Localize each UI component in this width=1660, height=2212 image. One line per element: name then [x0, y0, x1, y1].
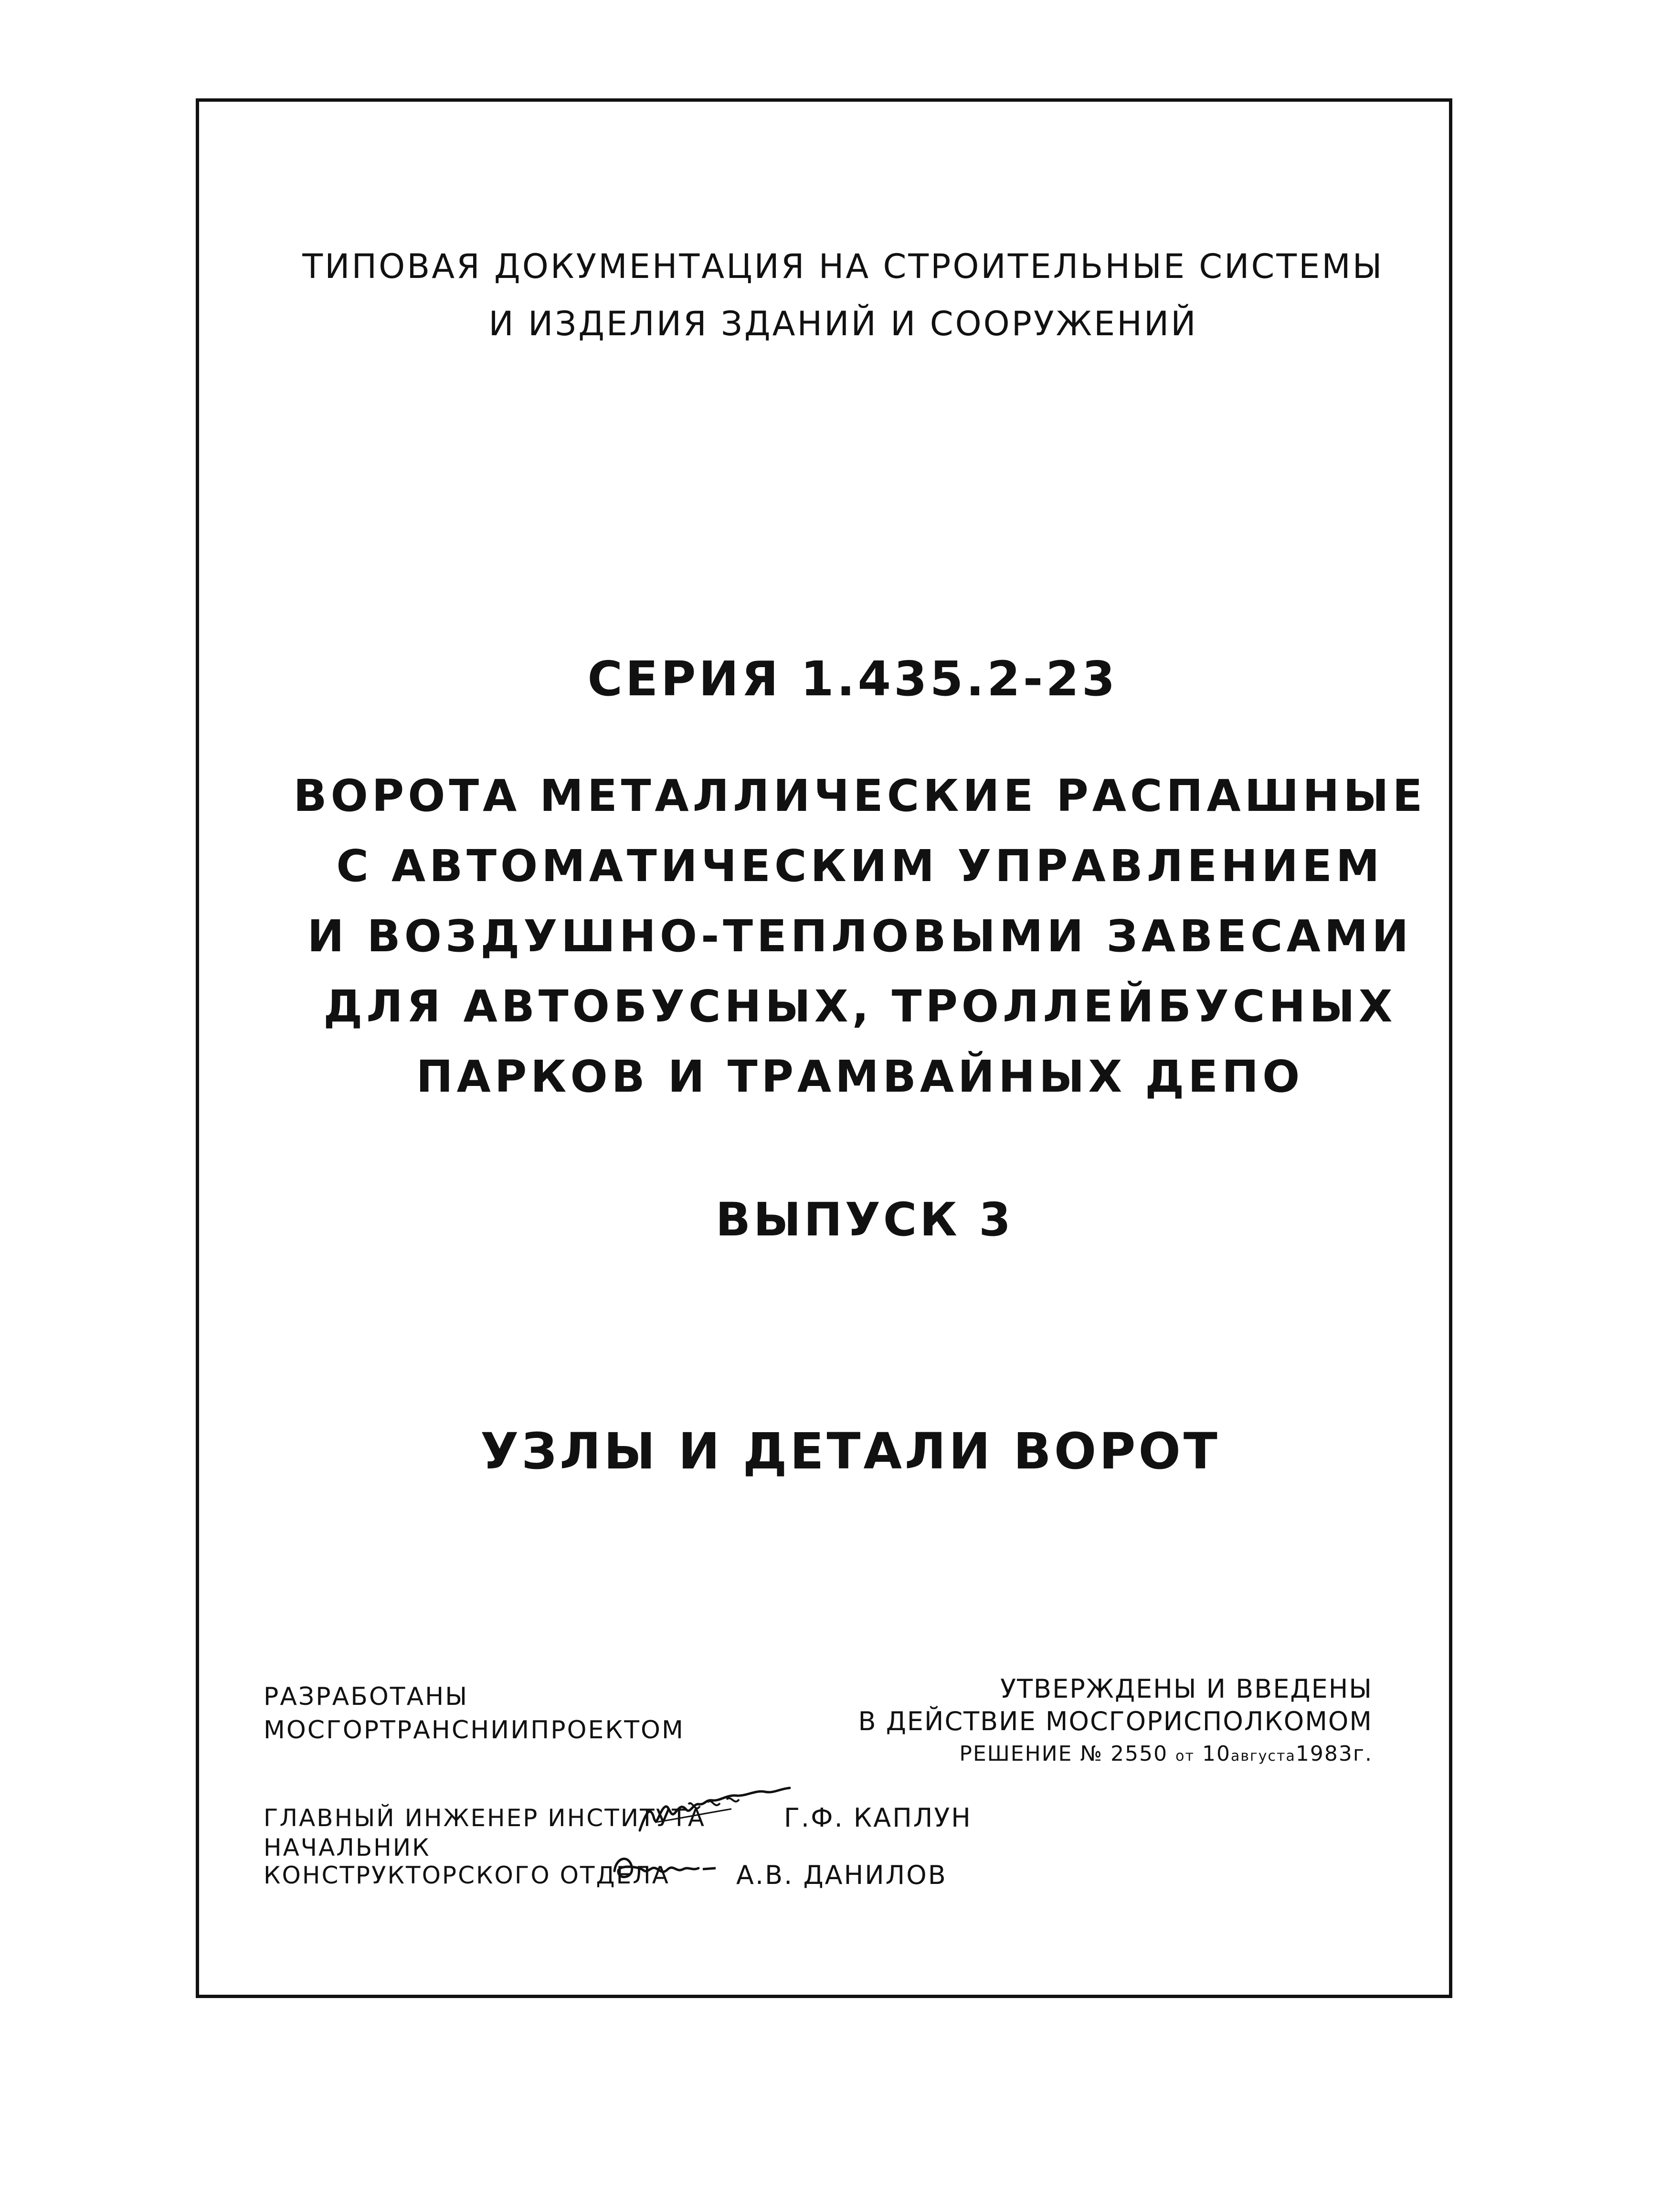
approved-line-2: В ДЕЙСТВИЕ МОСГОРИСПОЛКОМОМ — [858, 1706, 1373, 1736]
developed-label: РАЗРАБОТАНЫ — [264, 1682, 469, 1711]
title-line-2: С АВТОМАТИЧЕСКИМ УПРАВЛЕНИЕМ — [336, 840, 1384, 892]
developer-organization: МОСГОРТРАНСНИИПРОЕКТОМ — [264, 1716, 685, 1744]
head-role-line-1: НАЧАЛЬНИК — [264, 1834, 431, 1861]
chief-engineer-role: ГЛАВНЫЙ ИНЖЕНЕР ИНСТИТУТА — [264, 1804, 706, 1832]
staff-block — [264, 1803, 972, 1891]
document-title — [199, 761, 1449, 1112]
head-role-line-2: КОНСТРУКТОРСКОГО ОТДЕЛА — [264, 1861, 670, 1889]
title-line-3: И ВОЗДУШНО-ТЕПЛОВЫМИ ЗАВЕСАМИ — [307, 911, 1413, 962]
header-line-1: ТИПОВАЯ ДОКУМЕНТАЦИЯ НА СТРОИТЕЛЬНЫЕ СИСТЕМЫ — [302, 247, 1384, 286]
title-line-1: ВОРОТА МЕТАЛЛИЧЕСКИЕ РАСПАШНЫЕ — [293, 770, 1427, 821]
decision-day: 10 — [1202, 1742, 1231, 1766]
decision-label: РЕШЕНИЕ № 2550 — [959, 1742, 1168, 1766]
decision-line — [858, 1738, 1373, 1773]
issue-number: ВЫПУСК 3 — [715, 1193, 1014, 1246]
department-head-name: А.В. ДАНИЛОВ — [736, 1860, 947, 1890]
decision-month: августа — [1230, 1748, 1296, 1765]
title-line-4: ДЛЯ АВТОБУСНЫХ, ТРОЛЛЕЙБУСНЫХ — [323, 981, 1396, 1032]
approved-line-1: УТВЕРЖДЕНЫ И ВВЕДЕНЫ — [1000, 1674, 1373, 1704]
developed-by — [264, 1680, 685, 1747]
chief-engineer-signature — [636, 1785, 793, 1838]
department-head-row — [264, 1860, 947, 1891]
approval-block — [858, 1673, 1373, 1773]
chief-engineer-name: Г.Ф. КАПЛУН — [784, 1803, 972, 1833]
page-frame — [196, 98, 1452, 1998]
decision-year: 1983г. — [1295, 1742, 1373, 1766]
department-head-signature — [610, 1847, 719, 1890]
chief-engineer-row — [264, 1803, 972, 1834]
title-line-5: ПАРКОВ И ТРАМВАЙНЫХ ДЕПО — [416, 1051, 1304, 1102]
decision-from: от — [1175, 1748, 1195, 1765]
header-line-2: И ИЗДЕЛИЯ ЗДАНИЙ И СООРУЖЕНИЙ — [488, 304, 1198, 343]
issue-subtitle: УЗЛЫ И ДЕТАЛИ ВОРОТ — [480, 1422, 1220, 1480]
series-number: СЕРИЯ 1.435.2-23 — [587, 651, 1118, 707]
